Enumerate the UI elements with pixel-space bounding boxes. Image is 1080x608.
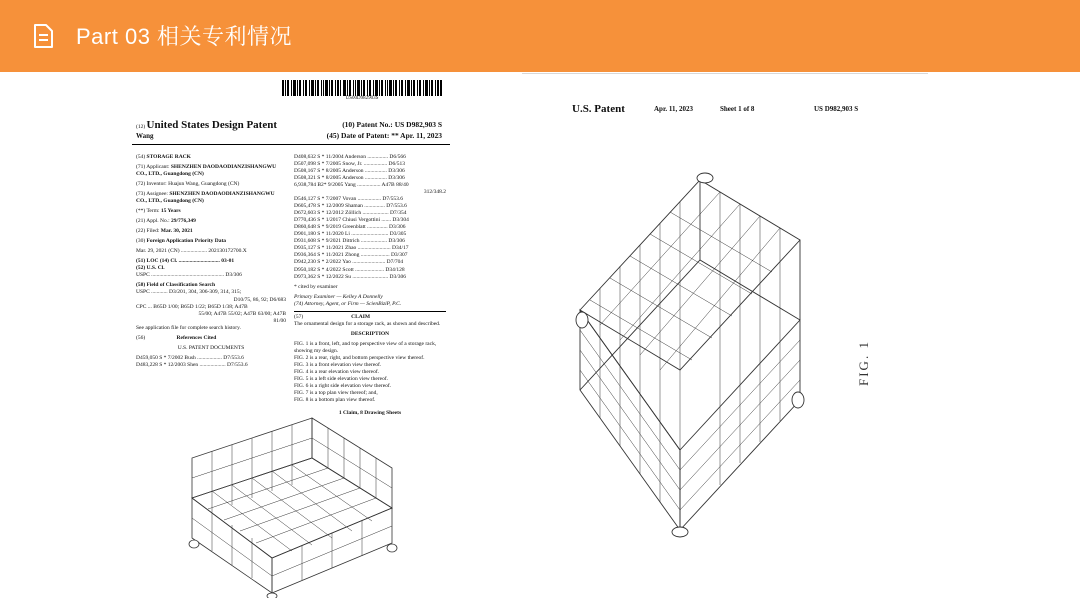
header-bar bbox=[0, 0, 1080, 72]
field-label: Inventor: bbox=[146, 181, 167, 188]
field-code: (72) bbox=[136, 181, 146, 188]
reference-entry: 312/348.2 bbox=[423, 189, 446, 196]
claim-code: (57) bbox=[294, 313, 304, 320]
reference-entry: 6,938,784 B2* 9/2005 Yang ................. A47B 88/40 bbox=[294, 182, 409, 189]
description-line: FIG. 2 is a rear, right, and bottom perspective view thereof. bbox=[294, 354, 425, 361]
patent-no-label: (10) Patent No.: bbox=[342, 120, 393, 129]
reference-entry: D546,127 S * 7/2007 Vovan ................. D7/553.6 bbox=[294, 196, 404, 203]
field-line: 81/00 bbox=[273, 317, 286, 324]
sheet-number: Sheet 1 of 8 bbox=[720, 105, 755, 113]
field-code: (54) bbox=[136, 154, 146, 160]
patent-front-page bbox=[132, 80, 450, 600]
claim-text: The ornamental design for a storage rack, as shown and described. bbox=[294, 320, 441, 327]
field-code: (21) bbox=[136, 218, 146, 225]
reference-entry: D973,362 S * 12/2022 Su .......................... D3/306 bbox=[294, 273, 406, 280]
references-claim-column bbox=[294, 154, 446, 417]
reference-entry: D508,167 S * 8/2005 Anderson ................ D3/306 bbox=[294, 168, 405, 175]
field-code: (73) bbox=[136, 191, 146, 198]
reference-entry: D935,127 S * 11/2021 Zhao ........................ D34/17 bbox=[294, 245, 409, 252]
document-icon bbox=[32, 24, 54, 48]
field-line: See application file for complete search history. bbox=[136, 324, 241, 331]
field-line: CPC ... B65D 1/00; B65D 1/22; B65D 1/38; A47B bbox=[136, 303, 248, 310]
patent-date: Apr. 11, 2023 bbox=[400, 130, 442, 140]
reference-entry: D950,182 S * 4/2022 Scott ..................... D34/128 bbox=[294, 266, 405, 273]
refs-code: (56) bbox=[136, 334, 146, 341]
reference-entry: D459,050 S * 7/2002 Bush .................. D7/553.6 bbox=[136, 354, 244, 361]
bibliographic-column bbox=[136, 154, 286, 369]
sheet-date: Apr. 11, 2023 bbox=[654, 105, 694, 113]
fig-label-text: FIG. 1 bbox=[856, 340, 871, 386]
reference-entry: D605,478 S * 12/2009 Shaman ............... D7/553.6 bbox=[294, 203, 407, 210]
reference-entry: D860,648 S * 9/2019 Greenblatt ............... D3/306 bbox=[294, 224, 406, 231]
field-code: (**) bbox=[136, 208, 146, 215]
claim-heading: CLAIM bbox=[351, 313, 371, 320]
figure-label bbox=[848, 328, 878, 388]
field-value: 29/776,349 bbox=[171, 218, 196, 225]
cited-note: * cited by examiner bbox=[294, 283, 338, 290]
reference-entry: D507,098 S * 7/2005 Snow, Jr. ................. D6/513 bbox=[294, 161, 406, 168]
reference-entry: D672,603 S * 12/2012 Zöllich ................... D7/354 bbox=[294, 210, 407, 217]
description-line: FIG. 7 is a top plan view thereof; and, bbox=[294, 389, 378, 396]
reference-entry: D770,436 S * 1/2017 Chiusi Vergottini ....... D3/304 bbox=[294, 217, 409, 224]
refs-heading: References Cited bbox=[176, 334, 217, 341]
uspc: USPC ..................................................... D3/306 bbox=[136, 272, 242, 279]
description-line: FIG. 4 is a rear elevation view thereof. bbox=[294, 368, 380, 375]
right-references bbox=[294, 154, 446, 281]
kind-code: (12) bbox=[136, 124, 146, 130]
field-code: (71) bbox=[136, 164, 146, 171]
sheet-patent-number: US D982,903 S bbox=[814, 105, 859, 113]
field-value: SHENZHEN DAODAODIANZISHANGWU CO., LTD., Guangdong (CN) bbox=[136, 191, 275, 205]
description-heading: DESCRIPTION bbox=[350, 330, 390, 337]
field-line: USPC ............ D3/201, 304, 306-309, 314, 315; bbox=[136, 289, 242, 296]
description-line: FIG. 8 is a bottom plan view thereof. bbox=[294, 397, 376, 403]
field-line: D10/75, 86, 92; D6/683 bbox=[233, 296, 286, 303]
reference-entry: D936,364 S * 11/2021 Zhong ..................... D3/307 bbox=[294, 252, 408, 259]
priority-entry: Mar. 29, 2021 (CN) ................... 202130172700.X bbox=[136, 248, 247, 255]
header-rule bbox=[132, 144, 450, 145]
patent-number-block bbox=[327, 120, 442, 141]
us-docs-heading: U.S. PATENT DOCUMENTS bbox=[177, 344, 245, 351]
description-line: FIG. 5 is a left side elevation view thereof. bbox=[294, 375, 389, 382]
divider-line bbox=[522, 73, 928, 74]
attorney: (74) Attorney, Agent, or Firm — ScienBiziP, P.C. bbox=[294, 300, 402, 307]
storage-rack-drawing-small bbox=[172, 398, 412, 598]
field-label: Term: bbox=[146, 208, 160, 215]
field-value: Huajun Wang, Guangdong (CN) bbox=[168, 181, 240, 188]
field-label: Assignee: bbox=[146, 191, 168, 198]
description-line: FIG. 3 is a front elevation view thereof. bbox=[294, 361, 382, 368]
sheet-label: U.S. Patent bbox=[572, 103, 625, 115]
date-label: (45) Date of Patent: bbox=[326, 130, 390, 140]
inventor-surname: Wang bbox=[136, 132, 154, 141]
loc-class: (51) LOC (14) Cl. .............................. 03-01 bbox=[136, 258, 235, 265]
patent-title-block bbox=[136, 118, 277, 141]
field-label: STORAGE RACK bbox=[146, 154, 191, 160]
field-value: 15 Years bbox=[160, 208, 181, 215]
field-value: Mar. 30, 2021 bbox=[160, 228, 193, 235]
reference-entry: D931,608 S * 9/2021 Dittrich ................... D3/306 bbox=[294, 238, 405, 245]
field-label: Filed: bbox=[146, 228, 160, 235]
field-code: (22) bbox=[136, 228, 146, 235]
reference-entry: D408,632 S * 11/2004 Anderson ............... D6/566 bbox=[294, 154, 406, 160]
reference-entry: D483,228 S * 12/2003 Shen ................... D7/553.6 bbox=[136, 361, 248, 368]
description-line: FIG. 6 is a right side elevation view thereof. bbox=[294, 382, 392, 389]
storage-rack-drawing-large bbox=[570, 160, 810, 540]
priority-heading: Foreign Application Priority Data bbox=[146, 238, 227, 245]
examiner: Primary Examiner — Kelley A Donnelly bbox=[294, 293, 383, 300]
patent-number: US D982,903 S bbox=[394, 120, 442, 129]
section-title: Part 03 相关专利情况 bbox=[76, 24, 293, 49]
barcode-number: US00D982903S bbox=[345, 96, 379, 101]
date-star: ** bbox=[391, 130, 399, 140]
field-label: Appl. No.: bbox=[146, 218, 170, 225]
field-label: Applicant: bbox=[146, 164, 170, 171]
field-line: 55/00; A47B 55/02; A47B 63/00; A47B bbox=[198, 310, 286, 317]
description-line: FIG. 1 is a front, left, and top perspective view of a storage rack, showing my design. bbox=[294, 340, 437, 354]
reference-entry: D508,321 S * 8/2005 Anderson ................ D3/306 bbox=[294, 175, 405, 182]
field-value: SHENZHEN DAODAODIANZISHANGWU CO., LTD., Guangdong (CN) bbox=[136, 164, 277, 178]
reference-entry: D901,180 S * 11/2020 Li ........................... D3/305 bbox=[294, 231, 407, 238]
field-of-search: (58) Field of Classification Search bbox=[136, 282, 216, 289]
reference-entry: D942,230 S * 2/2022 Yao ........................ D7/704 bbox=[294, 259, 404, 266]
barcode bbox=[282, 80, 442, 96]
left-references bbox=[136, 355, 286, 369]
claims-count: 1 Claim, 8 Drawing Sheets bbox=[338, 410, 402, 417]
priority-code: (30) bbox=[136, 238, 146, 245]
document-type: United States Design Patent bbox=[146, 119, 278, 131]
us-class-label: (52) U.S. Cl. bbox=[136, 265, 165, 272]
description-list bbox=[294, 341, 446, 404]
